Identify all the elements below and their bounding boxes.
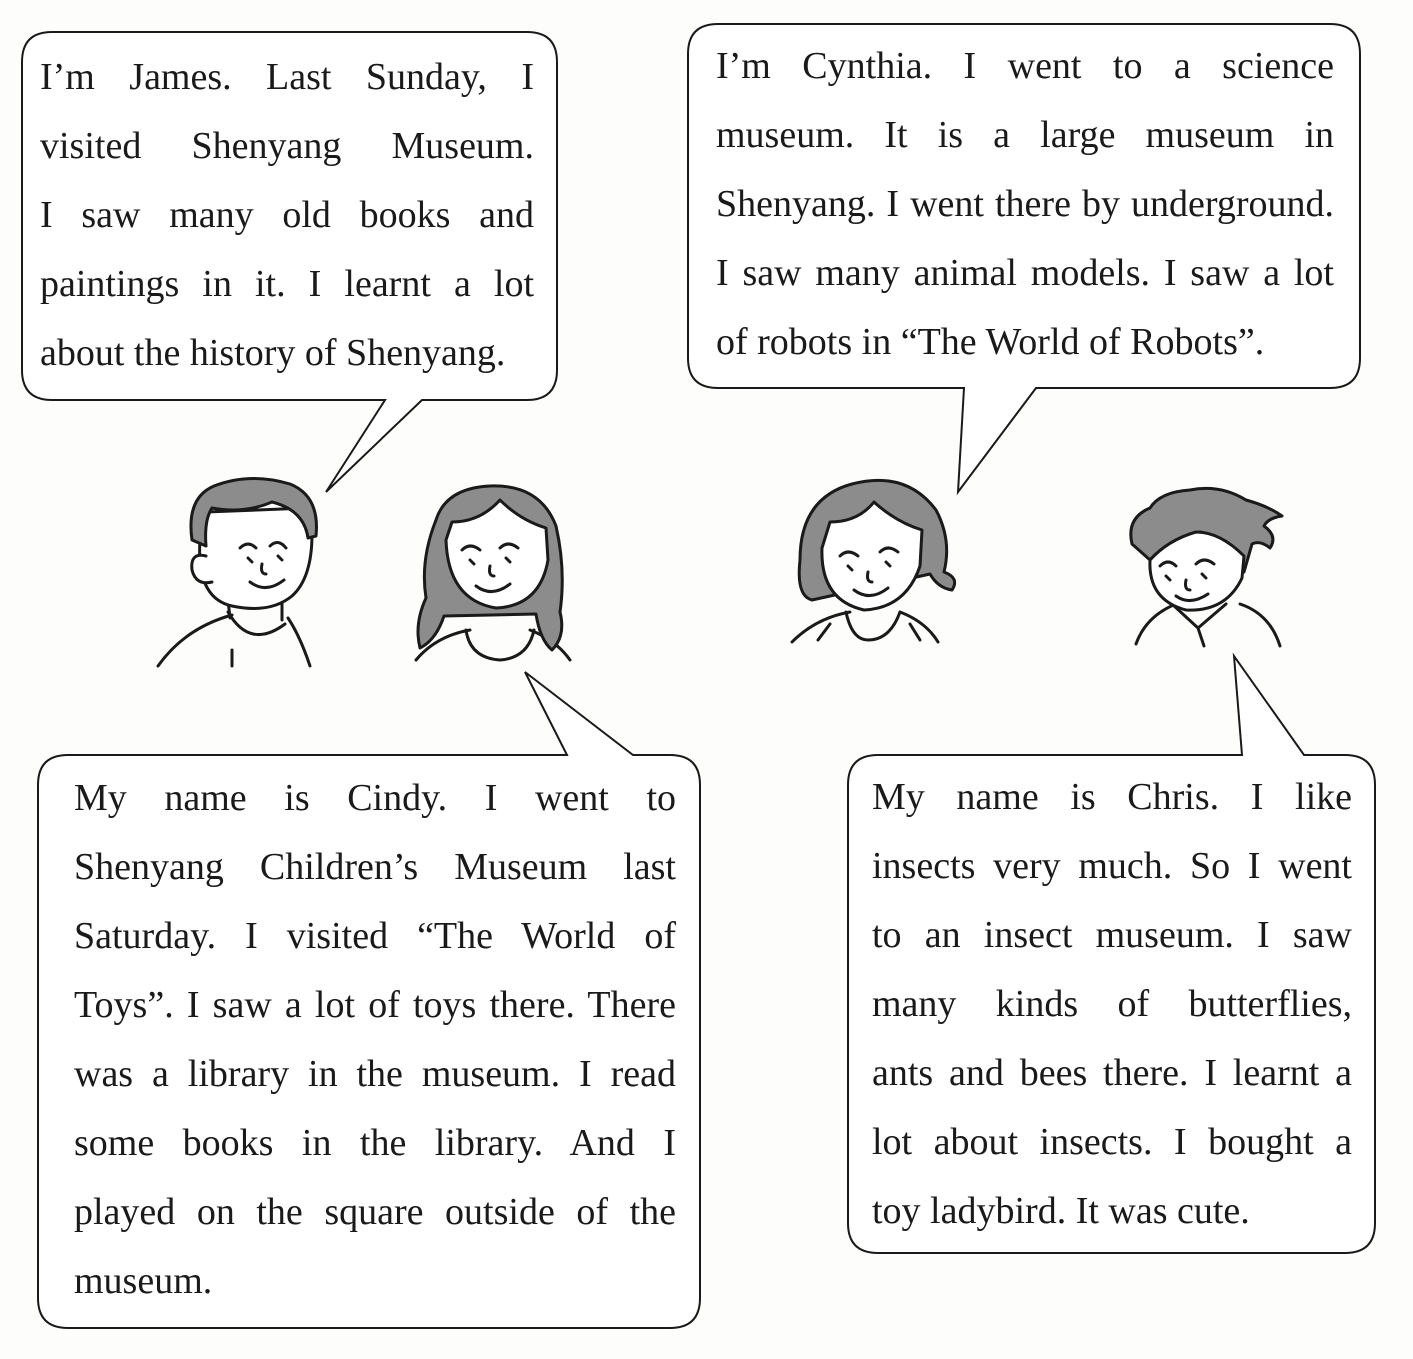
- james-portrait: [158, 478, 316, 666]
- cynthia-line: of robots in “The World of Robots”.: [716, 321, 1265, 363]
- cindy-line: some books in the library. And I: [74, 1122, 676, 1164]
- cynthia-portrait: [792, 480, 955, 642]
- chris-speech-text: [872, 763, 1352, 1246]
- chris-line: many kinds of butterflies,: [872, 983, 1352, 1025]
- james-line: I saw many old books and: [40, 194, 534, 236]
- cindy-line: Shenyang Children’s Museum last: [74, 846, 676, 888]
- cindy-line: My name is Cindy. I went to: [74, 777, 676, 819]
- cindy-portrait: [416, 486, 570, 660]
- james-line: about the history of Shenyang.: [40, 332, 506, 374]
- james-line: paintings in it. I learnt a lot: [40, 263, 534, 305]
- chris-line: to an insect museum. I saw: [872, 914, 1352, 956]
- chris-line: lot about insects. I bought a: [872, 1121, 1352, 1163]
- cynthia-line: I saw many animal models. I saw a lot: [716, 252, 1334, 294]
- james-speech-text: [40, 43, 534, 388]
- cynthia-line: museum. It is a large museum in: [716, 114, 1334, 156]
- cindy-line: Saturday. I visited “The World of: [74, 915, 676, 957]
- chris-portrait: [1131, 488, 1282, 646]
- cindy-line: museum.: [74, 1260, 213, 1302]
- cynthia-speech-text: [716, 32, 1334, 377]
- cindy-line: was a library in the museum. I read: [74, 1053, 676, 1095]
- chris-line: insects very much. So I went: [872, 845, 1352, 887]
- chris-line: toy ladybird. It was cute.: [872, 1190, 1250, 1232]
- james-line: I’m James. Last Sunday, I: [40, 56, 534, 98]
- cindy-speech-text: [74, 764, 676, 1316]
- cindy-line: Toys”. I saw a lot of toys there. There: [74, 984, 676, 1026]
- chris-line: My name is Chris. I like: [872, 776, 1352, 818]
- chris-line: ants and bees there. I learnt a: [872, 1052, 1352, 1094]
- james-line: visited Shenyang Museum.: [40, 125, 534, 167]
- cindy-line: played on the square outside of the: [74, 1191, 676, 1233]
- cynthia-line: Shenyang. I went there by underground.: [716, 183, 1334, 225]
- cynthia-line: I’m Cynthia. I went to a science: [716, 45, 1334, 87]
